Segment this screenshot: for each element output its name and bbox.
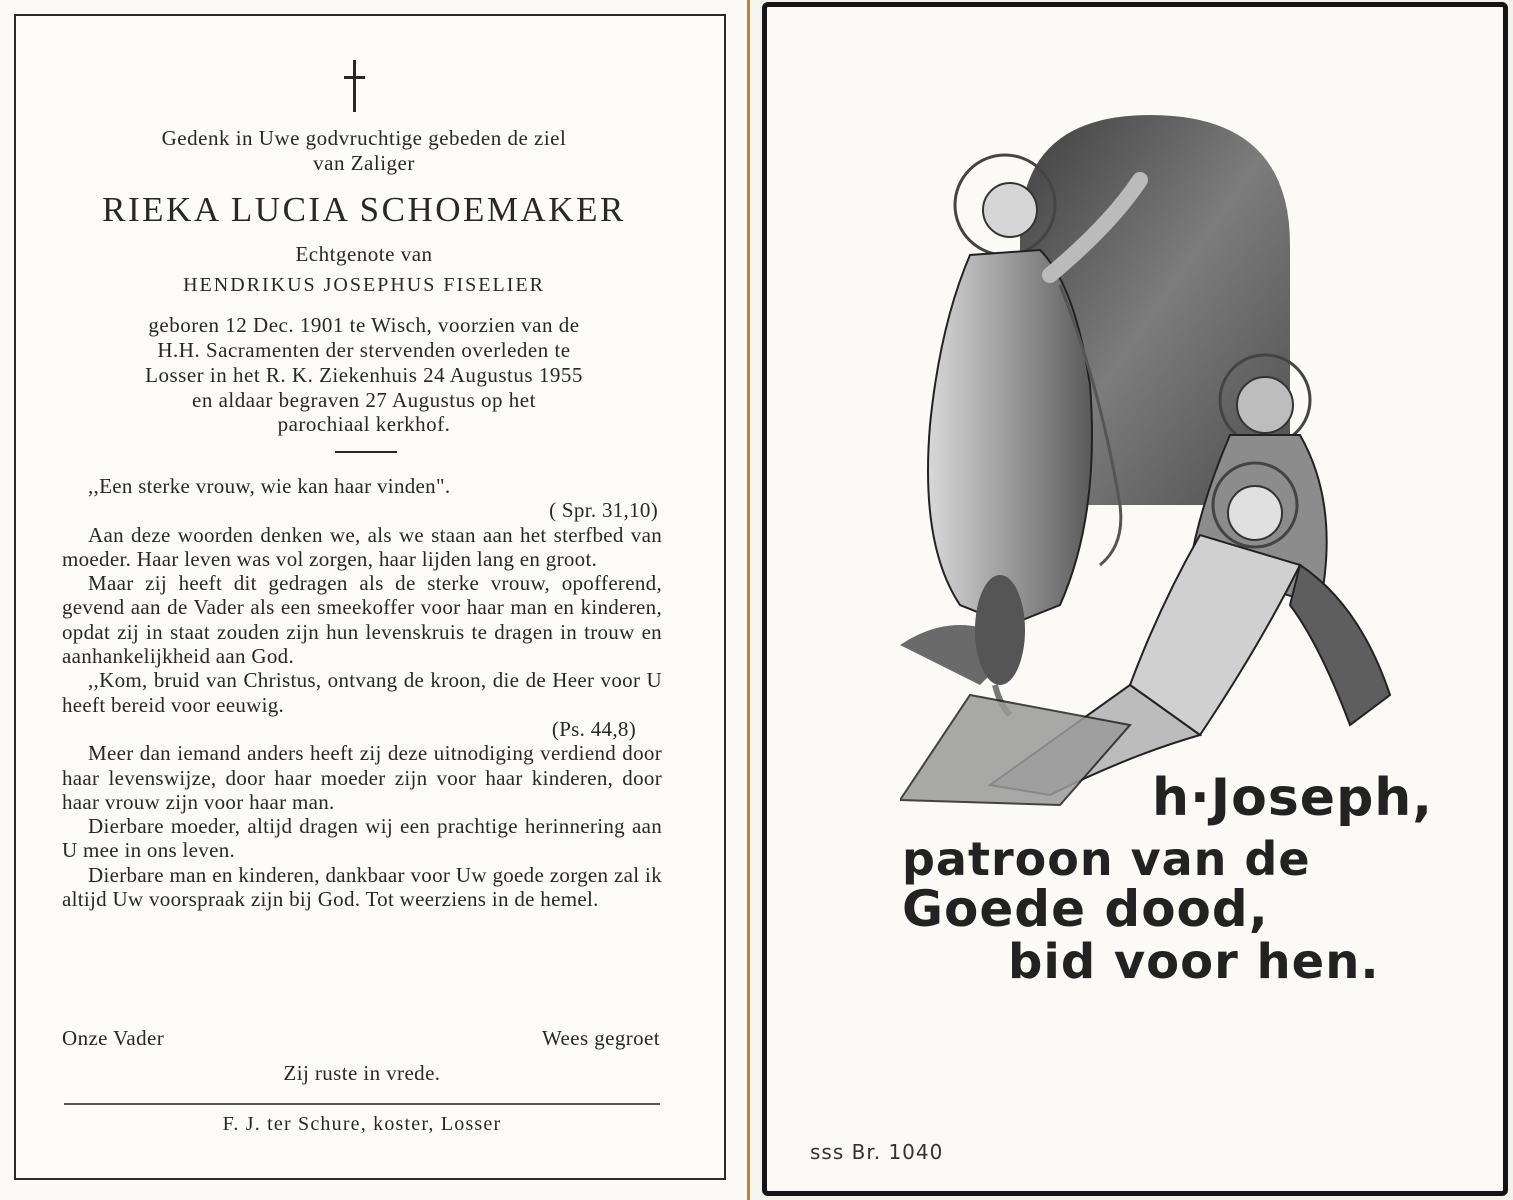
quote-2: ,,Kom, bruid van Christus, ontvang de kroon, die de Heer voor U heeft bereid voor eeuwig. (62, 668, 662, 717)
prayer-right: Wees gegroet (542, 1026, 660, 1050)
catalog-number: sss Br. 1040 (810, 1140, 944, 1164)
intro-line-1: Gedenk in Uwe godvruchtige gebeden de ziel (161, 126, 567, 150)
spouse-intro: Echtgenote van (295, 242, 433, 266)
paragraph-5: Dierbare man en kinderen, dankbaar voor Uw goede zorgen zal ik altijd Uw voorspraak zijn bij God. Tot weerziens in de hemel. (62, 862, 662, 912)
spouse-name: HENDRIKUS JOSEPHUS FISELIER (183, 274, 545, 296)
quote-1-reference: ( Spr. 31,10) (549, 498, 658, 523)
quote-1: ,,Een sterke vrouw, wie kan haar vinden". (88, 474, 451, 498)
divider (335, 451, 397, 453)
memorial-card-text-side (0, 0, 750, 1200)
quote-2-reference: (Ps. 44,8) (551, 716, 636, 741)
bio-line: H.H. Sacramenten der stervenden overleden te (157, 338, 571, 362)
caption-line-3: Goede dood, (902, 880, 1269, 938)
printer-credit: F. J. ter Schure, koster, Losser (222, 1113, 502, 1135)
bottom-divider (64, 1103, 660, 1105)
bio-line: en aldaar begraven 27 Augustus op het (192, 388, 536, 412)
caption-line-4: bid voor hen. (1008, 934, 1380, 990)
paragraph-1: Aan deze woorden denken we, als we staan aan het sterfbed van moeder. Haar leven was vol zorgen, haar lijden lang en groot. (62, 522, 662, 571)
caption-line-2: patroon van de (902, 832, 1311, 886)
saint-joseph-illustration (900, 85, 1430, 815)
bio-line: Losser in het R. K. Ziekenhuis 24 Augustus 1955 (145, 363, 583, 387)
paragraph-3: Meer dan iemand anders heeft zij deze uitnodiging verdiend door haar levenswijze, door haar moeder zijn voor haar kinderen, door haar vrouw zijn voor haar man. (62, 741, 662, 814)
intro-line-2: van Zaliger (313, 151, 415, 175)
bio-line: geboren 12 Dec. 1901 te Wisch, voorzien van de (148, 313, 580, 337)
cross-icon (340, 60, 370, 116)
caption-line-1: h·Joseph, (1152, 768, 1434, 828)
memorial-card-image-side (760, 0, 1513, 1200)
rest-in-peace: Zij ruste in vrede. (283, 1061, 441, 1085)
memorial-text (62, 474, 662, 911)
prayer-left: Onze Vader (62, 1026, 165, 1050)
deceased-name: RIEKA LUCIA SCHOEMAKER (102, 190, 626, 229)
paragraph-2: Maar zij heeft dit gedragen als de sterke vrouw, opofferend, gevend aan de Vader als een smeekoffer voor haar man en kinderen, opdat zij in staat zouden zijn hun levenskruis te dragen in trouw en aanhankelijkheid aan God. (62, 571, 662, 669)
prayers-row (62, 1026, 660, 1051)
paragraph-4: Dierbare moeder, altijd dragen wij een prachtige herinnering aan U mee in ons leven. (62, 814, 662, 863)
bio-line: parochiaal kerkhof. (277, 412, 451, 436)
